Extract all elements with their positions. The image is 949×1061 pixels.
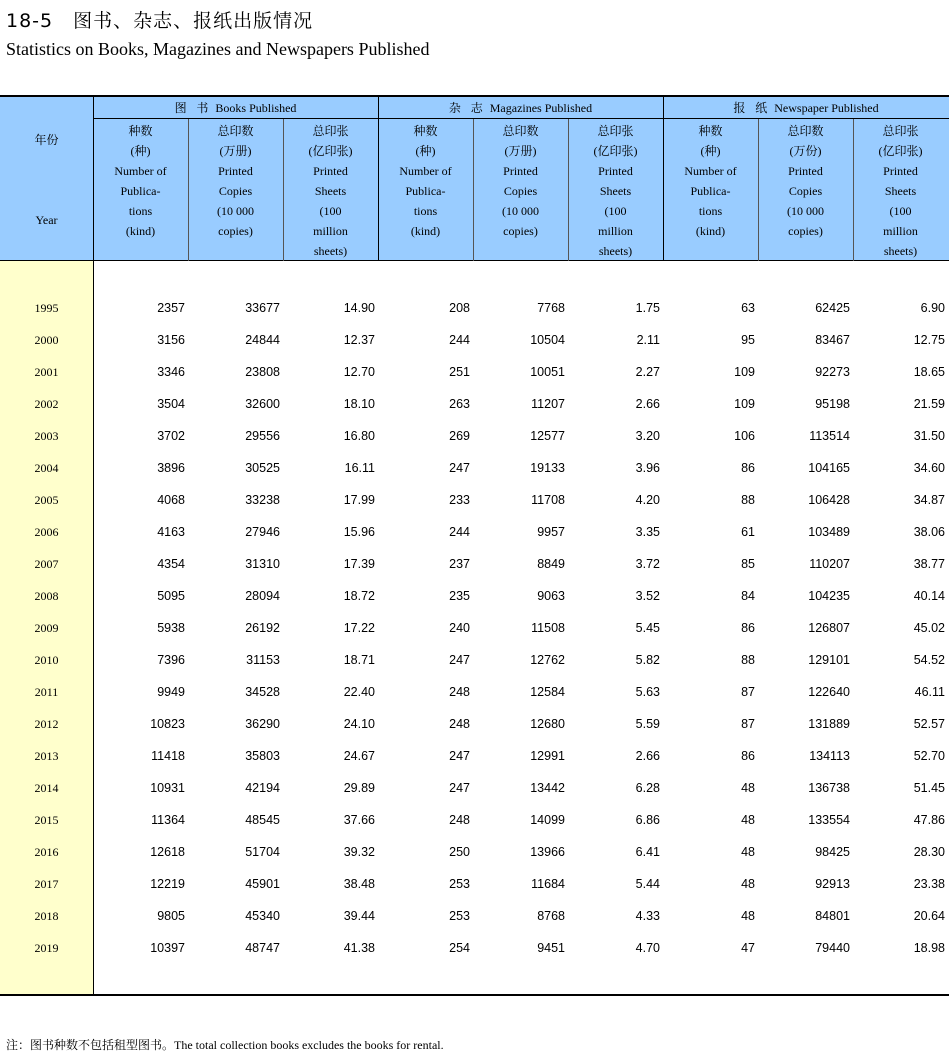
table-row (0, 644, 949, 676)
value-cell: 48545 (245, 813, 280, 827)
value-cell: 2.66 (635, 749, 660, 763)
value-cell: 48 (741, 877, 755, 891)
value-cell: 15.96 (343, 525, 375, 539)
group-header-magazines (378, 98, 663, 118)
table-row (0, 484, 949, 516)
table-row (0, 292, 949, 324)
value-cell: 5938 (157, 621, 185, 635)
column-header: 总印张 (亿印张) Printed Sheets (100 million sheets) (878, 124, 923, 258)
value-cell: 3.72 (635, 557, 660, 571)
value-cell: 84 (741, 589, 755, 603)
value-cell: 23.38 (913, 877, 945, 891)
value-cell: 6.41 (635, 845, 660, 859)
value-cell: 28.30 (913, 845, 945, 859)
group-header-newspapers-cn: 报 纸 (733, 101, 771, 115)
year-cell: 2017 (34, 877, 59, 891)
table-row (0, 900, 949, 932)
year-cell: 2016 (34, 845, 59, 859)
value-cell: 63 (741, 301, 755, 315)
value-cell: 38.06 (913, 525, 945, 539)
value-cell: 45340 (245, 909, 280, 923)
value-cell: 18.72 (343, 589, 375, 603)
value-cell: 2.11 (636, 333, 660, 347)
value-cell: 35803 (245, 749, 280, 763)
value-cell: 8849 (537, 557, 565, 571)
value-cell: 136738 (808, 781, 850, 795)
value-cell: 2.27 (635, 365, 660, 379)
table-row (0, 740, 949, 772)
value-cell: 48 (741, 845, 755, 859)
value-cell: 248 (449, 685, 470, 699)
value-cell: 86 (741, 461, 755, 475)
table-header-rule (0, 260, 949, 261)
value-cell: 24.10 (343, 717, 375, 731)
table-row (0, 676, 949, 708)
value-cell: 11684 (531, 877, 565, 891)
value-cell: 17.22 (343, 621, 375, 635)
column-header: 种数 (种) Number of Publica- tions (kind) (114, 124, 167, 238)
value-cell: 109 (734, 397, 755, 411)
value-cell: 22.40 (343, 685, 375, 699)
year-cell: 1995 (34, 301, 59, 315)
table-top-rule (0, 95, 949, 97)
value-cell: 235 (449, 589, 470, 603)
value-cell: 5.59 (635, 717, 660, 731)
value-cell: 29.89 (343, 781, 375, 795)
value-cell: 31.50 (913, 429, 945, 443)
group-header-magazines-en: Magazines Published (489, 101, 593, 115)
value-cell: 13442 (530, 781, 565, 795)
value-cell: 5.63 (635, 685, 660, 699)
value-cell: 237 (449, 557, 470, 571)
table-row (0, 548, 949, 580)
value-cell: 7396 (157, 653, 185, 667)
value-cell: 16.80 (343, 429, 375, 443)
table-bottom-rule (0, 994, 949, 996)
value-cell: 95198 (815, 397, 850, 411)
value-cell: 38.77 (913, 557, 945, 571)
value-cell: 133554 (808, 813, 850, 827)
value-cell: 3702 (157, 429, 185, 443)
value-cell: 4.20 (635, 493, 660, 507)
value-cell: 122640 (808, 685, 850, 699)
group-header-rule (93, 118, 949, 119)
value-cell: 4068 (157, 493, 185, 507)
value-cell: 98425 (815, 845, 850, 859)
value-cell: 3.96 (635, 461, 660, 475)
value-cell: 9949 (157, 685, 185, 699)
value-cell: 263 (449, 397, 470, 411)
page-title-en: Statistics on Books, Magazines and Newspapers Published (6, 39, 430, 59)
value-cell: 84801 (815, 909, 850, 923)
value-cell: 247 (449, 653, 470, 667)
value-cell: 3896 (157, 461, 185, 475)
value-cell: 240 (449, 621, 470, 635)
value-cell: 86 (741, 749, 755, 763)
value-cell: 33677 (245, 301, 280, 315)
value-cell: 24844 (245, 333, 280, 347)
value-cell: 31153 (246, 653, 280, 667)
table-row (0, 580, 949, 612)
page-title-cn: 18-5 图书、杂志、报纸出版情况 (6, 10, 314, 32)
value-cell: 45901 (245, 877, 280, 891)
value-cell: 244 (449, 333, 470, 347)
column-header: 总印张 (亿印张) Printed Sheets (100 million sheets) (593, 124, 638, 258)
value-cell: 233 (449, 493, 470, 507)
value-cell: 106 (734, 429, 755, 443)
column-header: 种数 (种) Number of Publica- tions (kind) (399, 124, 452, 238)
value-cell: 104165 (808, 461, 850, 475)
value-cell: 18.65 (913, 365, 945, 379)
value-cell: 10397 (150, 941, 185, 955)
value-cell: 9805 (157, 909, 185, 923)
value-cell: 87 (741, 717, 755, 731)
value-cell: 34528 (245, 685, 280, 699)
year-cell: 2002 (34, 397, 59, 411)
value-cell: 7768 (537, 301, 565, 315)
value-cell: 51.45 (913, 781, 945, 795)
value-cell: 52.70 (913, 749, 945, 763)
value-cell: 12584 (530, 685, 565, 699)
value-cell: 26192 (245, 621, 280, 635)
value-cell: 3156 (157, 333, 185, 347)
value-cell: 28094 (245, 589, 280, 603)
value-cell: 247 (449, 749, 470, 763)
value-cell: 17.39 (343, 557, 375, 571)
value-cell: 12219 (150, 877, 185, 891)
group-header-books-en: Books Published (215, 101, 297, 115)
value-cell: 2.66 (635, 397, 660, 411)
value-cell: 13966 (530, 845, 565, 859)
year-cell: 2005 (34, 493, 59, 507)
value-cell: 61 (741, 525, 755, 539)
value-cell: 38.48 (343, 877, 375, 891)
value-cell: 8768 (537, 909, 565, 923)
value-cell: 1.75 (635, 301, 660, 315)
value-cell: 85 (741, 557, 755, 571)
value-cell: 253 (449, 909, 470, 923)
table-row (0, 868, 949, 900)
value-cell: 253 (449, 877, 470, 891)
value-cell: 21.59 (913, 397, 945, 411)
footnote (6, 1036, 444, 1053)
value-cell: 18.98 (913, 941, 945, 955)
year-cell: 2013 (34, 749, 59, 763)
value-cell: 48 (741, 781, 755, 795)
value-cell: 62425 (815, 301, 850, 315)
value-cell: 30525 (245, 461, 280, 475)
value-cell: 269 (449, 429, 470, 443)
value-cell: 92913 (815, 877, 850, 891)
value-cell: 2357 (157, 301, 185, 315)
value-cell: 103489 (808, 525, 850, 539)
value-cell: 208 (449, 301, 470, 315)
value-cell: 42194 (245, 781, 280, 795)
value-cell: 48 (741, 813, 755, 827)
value-cell: 39.44 (343, 909, 375, 923)
value-cell: 247 (449, 461, 470, 475)
value-cell: 19133 (530, 461, 565, 475)
value-cell: 10051 (530, 365, 565, 379)
year-cell: 2004 (34, 461, 59, 475)
value-cell: 5095 (157, 589, 185, 603)
value-cell: 27946 (245, 525, 280, 539)
group-header-books-cn: 图 书 (174, 101, 212, 115)
value-cell: 9451 (537, 941, 565, 955)
value-cell: 47 (741, 941, 755, 955)
year-cell: 2012 (34, 717, 59, 731)
table-row (0, 772, 949, 804)
year-cell: 2014 (34, 781, 59, 795)
year-cell: 2011 (34, 685, 59, 699)
value-cell: 32600 (245, 397, 280, 411)
value-cell: 131889 (808, 717, 850, 731)
column-header: 总印张 (亿印张) Printed Sheets (100 million sheets) (308, 124, 353, 258)
value-cell: 31310 (245, 557, 280, 571)
value-cell: 106428 (808, 493, 850, 507)
value-cell: 37.66 (343, 813, 375, 827)
value-cell: 29556 (245, 429, 280, 443)
year-cell: 2010 (34, 653, 59, 667)
value-cell: 11364 (151, 813, 185, 827)
year-cell: 2008 (34, 589, 59, 603)
value-cell: 5.45 (635, 621, 660, 635)
value-cell: 134113 (809, 749, 850, 763)
value-cell: 4354 (157, 557, 185, 571)
value-cell: 14.90 (343, 301, 375, 315)
group-header-magazines-cn: 杂 志 (448, 101, 486, 115)
value-cell: 248 (449, 813, 470, 827)
value-cell: 113514 (809, 429, 850, 443)
value-cell: 51704 (245, 845, 280, 859)
value-cell: 18.10 (343, 397, 375, 411)
value-cell: 11207 (531, 397, 565, 411)
footnote-cn: 注：图书种数不包括租型图书。 (6, 1038, 175, 1052)
value-cell: 87 (741, 685, 755, 699)
group-header-newspapers-en: Newspaper Published (774, 101, 879, 115)
value-cell: 4163 (157, 525, 185, 539)
value-cell: 14099 (530, 813, 565, 827)
year-cell: 2001 (34, 365, 59, 379)
value-cell: 34.60 (913, 461, 945, 475)
value-cell: 3.52 (635, 589, 660, 603)
value-cell: 88 (741, 493, 755, 507)
column-header: 总印数 (万册) Printed Copies (10 000 copies) (502, 124, 539, 238)
value-cell: 126807 (808, 621, 850, 635)
value-cell: 251 (449, 365, 470, 379)
table-row (0, 388, 949, 420)
value-cell: 23808 (245, 365, 280, 379)
value-cell: 17.99 (343, 493, 375, 507)
value-cell: 79440 (815, 941, 850, 955)
table-row (0, 516, 949, 548)
year-cell: 2003 (34, 429, 59, 443)
value-cell: 6.90 (920, 301, 945, 315)
value-cell: 16.11 (344, 461, 375, 475)
value-cell: 41.38 (343, 941, 375, 955)
value-cell: 48 (741, 909, 755, 923)
table-row (0, 324, 949, 356)
value-cell: 95 (741, 333, 755, 347)
value-cell: 129101 (808, 653, 850, 667)
column-header: 种数 (种) Number of Publica- tions (kind) (684, 124, 737, 238)
year-cell: 2018 (34, 909, 59, 923)
value-cell: 11508 (531, 621, 565, 635)
year-cell: 2019 (34, 941, 59, 955)
value-cell: 9063 (537, 589, 565, 603)
value-cell: 250 (449, 845, 470, 859)
value-cell: 83467 (815, 333, 850, 347)
year-cell: 2009 (34, 621, 59, 635)
table-row (0, 932, 949, 964)
value-cell: 109 (734, 365, 755, 379)
value-cell: 92273 (815, 365, 850, 379)
value-cell: 3504 (157, 397, 185, 411)
value-cell: 20.64 (913, 909, 945, 923)
value-cell: 248 (449, 717, 470, 731)
value-cell: 12.75 (913, 333, 945, 347)
value-cell: 33238 (245, 493, 280, 507)
value-cell: 3.35 (635, 525, 660, 539)
year-header-cn: 年份 (34, 133, 59, 147)
table-row (0, 356, 949, 388)
value-cell: 45.02 (913, 621, 945, 635)
value-cell: 12991 (530, 749, 565, 763)
value-cell: 110207 (809, 557, 850, 571)
value-cell: 10823 (150, 717, 185, 731)
value-cell: 4.33 (635, 909, 660, 923)
value-cell: 104235 (808, 589, 850, 603)
value-cell: 5.82 (635, 653, 660, 667)
table-row (0, 836, 949, 868)
value-cell: 3346 (157, 365, 185, 379)
value-cell: 4.70 (635, 941, 660, 955)
year-cell: 2015 (34, 813, 59, 827)
value-cell: 11418 (151, 749, 185, 763)
value-cell: 86 (741, 621, 755, 635)
value-cell: 247 (449, 781, 470, 795)
value-cell: 48747 (245, 941, 280, 955)
value-cell: 6.28 (635, 781, 660, 795)
year-cell: 2006 (34, 525, 59, 539)
table-row (0, 804, 949, 836)
value-cell: 36290 (245, 717, 280, 731)
value-cell: 12680 (530, 717, 565, 731)
group-header-newspapers (663, 98, 949, 118)
value-cell: 40.14 (913, 589, 945, 603)
year-cell: 2000 (34, 333, 59, 347)
value-cell: 3.20 (635, 429, 660, 443)
value-cell: 46.11 (914, 685, 945, 699)
table-row (0, 452, 949, 484)
table-row (0, 420, 949, 452)
value-cell: 244 (449, 525, 470, 539)
value-cell: 24.67 (343, 749, 375, 763)
value-cell: 11708 (531, 493, 565, 507)
table-row (0, 612, 949, 644)
value-cell: 5.44 (635, 877, 660, 891)
value-cell: 12.70 (343, 365, 375, 379)
footnote-en: The total collection books excludes the books for rental. (174, 1038, 444, 1052)
year-cell: 2007 (34, 557, 59, 571)
column-header: 总印数 (万份) Printed Copies (10 000 copies) (787, 124, 824, 238)
value-cell: 34.87 (913, 493, 945, 507)
value-cell: 9957 (537, 525, 565, 539)
value-cell: 12762 (530, 653, 565, 667)
value-cell: 18.71 (343, 653, 375, 667)
value-cell: 39.32 (343, 845, 375, 859)
value-cell: 254 (449, 941, 470, 955)
value-cell: 12577 (530, 429, 565, 443)
value-cell: 12.37 (343, 333, 375, 347)
value-cell: 54.52 (913, 653, 945, 667)
table-row (0, 708, 949, 740)
value-cell: 10931 (150, 781, 185, 795)
value-cell: 10504 (530, 333, 565, 347)
value-cell: 52.57 (913, 717, 945, 731)
year-header-en: Year (35, 213, 58, 227)
value-cell: 12618 (150, 845, 185, 859)
value-cell: 6.86 (635, 813, 660, 827)
column-header: 总印数 (万册) Printed Copies (10 000 copies) (217, 124, 254, 238)
value-cell: 47.86 (913, 813, 945, 827)
group-header-books (93, 98, 378, 118)
value-cell: 88 (741, 653, 755, 667)
